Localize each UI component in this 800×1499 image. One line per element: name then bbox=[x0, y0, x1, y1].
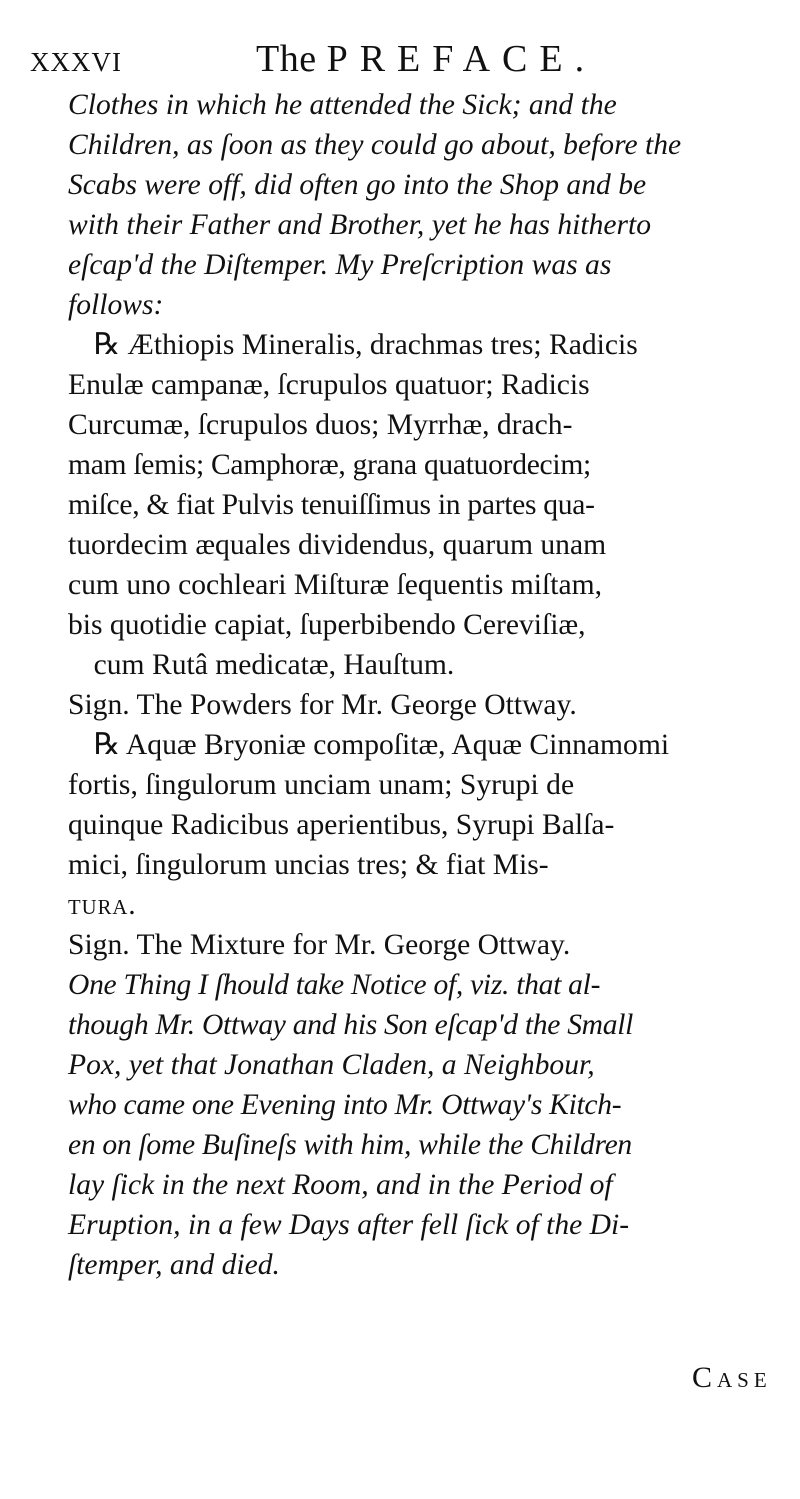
running-header bbox=[30, 34, 790, 84]
text-line: ſtemper, and died. bbox=[68, 1248, 280, 1281]
text-line: follows: bbox=[68, 288, 164, 321]
prescription-line: Curcumæ, ſcrupulos duos; Myrrhæ, drach- bbox=[68, 408, 573, 441]
prescription-line: miſce, & fiat Pulvis tenuiſſimus in partes qua- bbox=[68, 488, 595, 521]
text-line: Children, as ſoon as they could go about, before the bbox=[68, 128, 682, 161]
prescription-line: bis quotidie capiat, ſuperbibendo Cereviſiæ, bbox=[68, 608, 586, 641]
text-line: with their Father and Brother, yet he has hitherto bbox=[68, 208, 652, 241]
text-line: en on ſome Buſineſs with him, while the Children bbox=[68, 1128, 632, 1161]
text-line: eſcap'd the Diſtemper. My Preſcription was as bbox=[68, 248, 612, 281]
catchword: Case bbox=[692, 1361, 772, 1394]
text-line: who came one Evening into Mr. Ottway's Kitch- bbox=[68, 1088, 622, 1121]
running-title-main: PREFACE. bbox=[326, 38, 597, 80]
prescription-line: cum uno cochleari Miſturæ ſequentis miſtam, bbox=[68, 568, 602, 601]
text-line: Pox, yet that Jonathan Claden, a Neighbour, bbox=[68, 1048, 595, 1081]
prescription-line: ℞ Aquæ Bryoniæ compoſitæ, Aquæ Cinnamomi bbox=[93, 728, 670, 761]
prescription-line: mam ſemis; Camphoræ, grana quatuordecim; bbox=[68, 448, 591, 481]
prescription-line: Enulæ campanæ, ſcrupulos quatuor; Radicis bbox=[68, 368, 590, 401]
text-block bbox=[68, 85, 800, 1285]
text-line: though Mr. Ottway and his Son eſcap'd the Small bbox=[68, 1008, 634, 1041]
text-line: Scabs were off, did often go into the Shop and be bbox=[68, 168, 647, 201]
prescription-line: ℞ Æthiopis Mineralis, drachmas tres; Radicis bbox=[93, 328, 638, 361]
text-line: Eruption, in a few Days after fell ſick of the Di- bbox=[68, 1208, 630, 1241]
text-line: One Thing I ſhould take Notice of, viz. that al- bbox=[68, 968, 601, 1001]
signature-line: Sign. The Powders for Mr. George Ottway. bbox=[68, 688, 577, 721]
prescription-line: tuordecim æquales dividendus, quarum unam bbox=[68, 528, 607, 561]
signature-line: Sign. The Mixture for Mr. George Ottway. bbox=[68, 928, 571, 961]
text-line: lay ſick in the next Room, and in the Period of bbox=[68, 1168, 613, 1201]
prescription-line: quinque Radicibus aperientibus, Syrupi Balſa- bbox=[68, 808, 615, 841]
page-number: xxxvi bbox=[30, 38, 122, 80]
running-title bbox=[256, 34, 596, 84]
prescription-line: cum Rutâ medicatæ, Hauſtum. bbox=[93, 648, 455, 681]
prescription-line: fortis, ſingulorum unciam unam; Syrupi de bbox=[68, 768, 575, 801]
text-line: Clothes in which he attended the Sick; and the bbox=[68, 88, 617, 121]
running-title-prefix: The bbox=[256, 38, 327, 80]
prescription-line: tura. bbox=[68, 888, 137, 921]
prescription-line: mici, ſingulorum uncias tres; & fiat Mis- bbox=[68, 848, 549, 881]
